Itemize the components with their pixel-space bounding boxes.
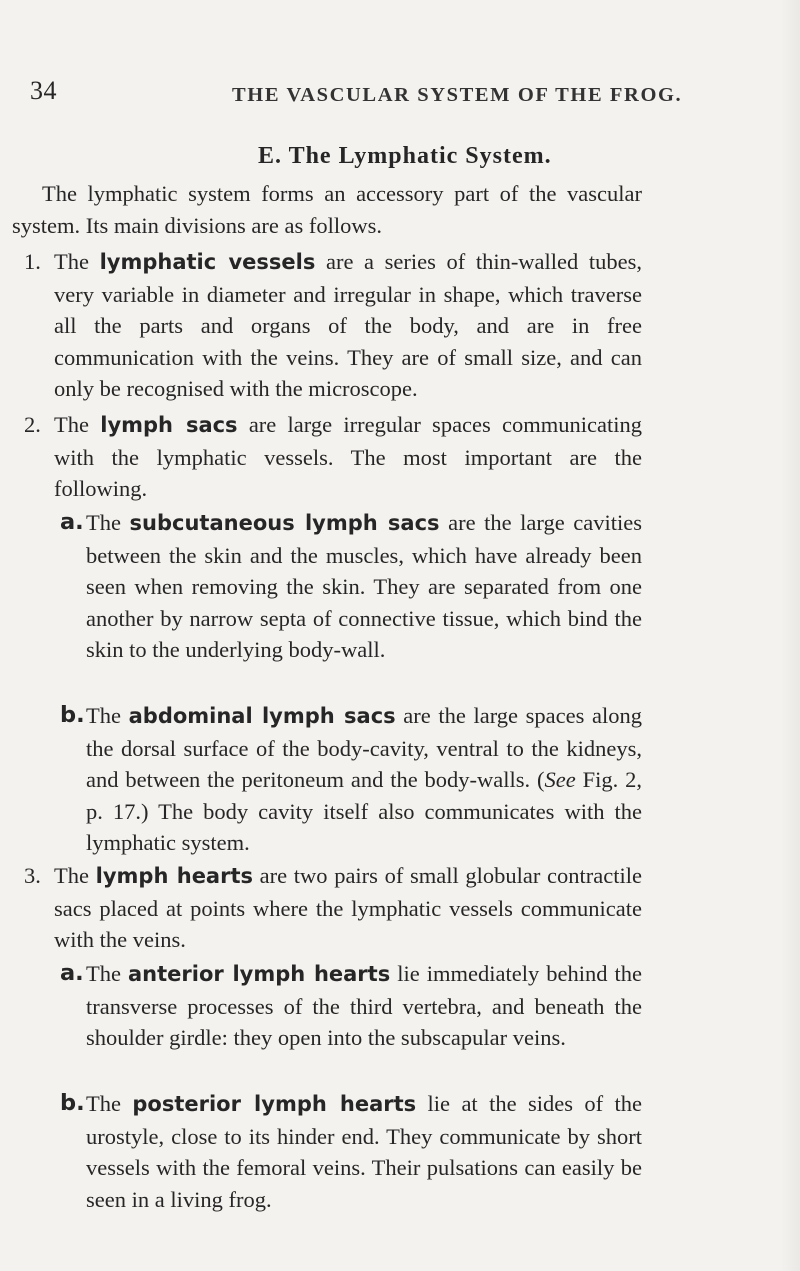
- item-number: 1.: [24, 249, 41, 274]
- item-letter: a.: [60, 509, 84, 535]
- item-text: The lymph sacs are large irregular spaces communicating with the lymphatic vessels. The most important are the following.: [54, 412, 643, 501]
- item-term: anterior lymph hearts: [128, 962, 391, 986]
- intro-paragraph: [12, 178, 642, 241]
- item-term: subcutaneous lymph sacs: [129, 511, 440, 535]
- item-term: posterior lymph hearts: [132, 1092, 417, 1116]
- item-text: The lymphatic vessels are a series of thin-walled tubes, very variable in diameter and irregular in shape, which traverse all the parts and organs of the body, and are in free communication with the veins. They are of small size, and can only be recognised with the microscope.: [54, 249, 643, 401]
- item-letter: a.: [60, 960, 84, 986]
- item-text: The subcutaneous lymph sacs are the large cavities between the skin and the muscles, which have already been seen when removing the skin. They are separated from one another by narrow septa of connective tissue, which bind the skin to the underlying body-wall.: [86, 510, 643, 662]
- item-number: 2.: [24, 412, 41, 437]
- item-text: The anterior lymph hearts lie immediately behind the transverse processes of the third vertebra, and beneath the shoulder girdle: they open into the subscapular veins.: [86, 961, 643, 1050]
- item-term: lymph sacs: [100, 413, 238, 437]
- item-italic: See: [544, 767, 576, 792]
- item-term: lymph hearts: [95, 864, 253, 888]
- running-head: THE VASCULAR SYSTEM OF THE FROG.: [232, 84, 683, 106]
- item-term: abdominal lymph sacs: [128, 704, 396, 728]
- item-term: lymphatic vessels: [99, 250, 316, 274]
- item-text: The abdominal lymph sacs are the large spaces along the dorsal surface of the body-cavity, ventral to the kidneys, and between the peritoneum and the body-walls. (See Fig. 2, p. 17.) The body cavity itself also communicates with the lymphatic system.: [86, 703, 643, 855]
- intro-text: The lymphatic system forms an accessory part of the vascular system. Its main divisions are as follows.: [12, 181, 642, 238]
- page-edge-shadow: [780, 0, 800, 1271]
- item-letter: b.: [60, 1090, 85, 1116]
- item-text: The posterior lymph hearts lie at the sides of the urostyle, close to its hinder end. They communicate by short vessels with the femoral veins. Their pulsations can easily be seen in a living frog.: [86, 1091, 642, 1212]
- item-letter: b.: [60, 702, 85, 728]
- item-text: The lymph hearts are two pairs of small globular contractile sacs placed at points where the lymphatic vessels communicate with the veins.: [54, 863, 642, 952]
- item-number: 3.: [24, 863, 41, 888]
- section-title: E. The Lymphatic System.: [258, 143, 552, 169]
- page-number: 34: [30, 76, 57, 105]
